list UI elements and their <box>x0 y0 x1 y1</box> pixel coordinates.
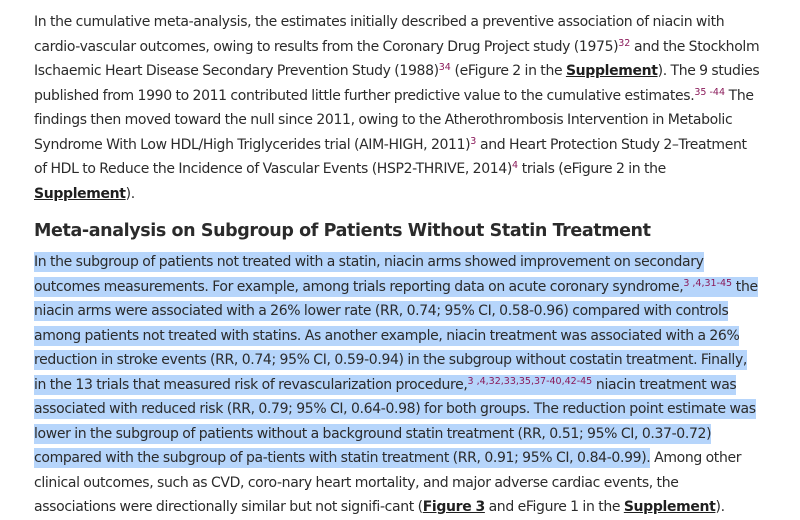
paragraph-text: In the cumulative meta-analysis, the estimates initially described a preventive association of niacin with cardio-vascular outcomes, owing to results from the Coronary Drug Project study (1975) <box>34 14 725 55</box>
figure-3-link[interactable]: Figure 3 <box>422 499 485 515</box>
subgroup-paragraph <box>34 250 762 520</box>
paragraph-text: ). <box>125 185 135 202</box>
paragraph-text: and Heart Protection Study 2–Treatment of HDL to Reduce the Incidence of Vascular Events (HSP2-THRIVE, 2014) <box>34 136 747 177</box>
paragraph-text: and eFigure 1 in the <box>484 499 624 515</box>
paragraph-text: In the subgroup of patients not treated with a statin, niacin arms showed improvement on secondary outcomes measurements. For example, among trials reporting data on acute coronary syndrome, <box>34 254 704 295</box>
citation-ref[interactable]: 3 ,4,31-45 <box>683 277 733 289</box>
paragraph-text: Among other clinical outcomes, such as CVD, coro-nary heart mortality, and major adverse cardiac events, the associations were directionally similar but not signifi-cant ( <box>34 450 742 515</box>
cumulative-meta-analysis-paragraph <box>34 10 762 206</box>
supplement-link[interactable]: Supplement <box>565 63 658 79</box>
citation-ref[interactable]: 3 <box>470 135 477 147</box>
paragraph-text: (eFigure 2 in the <box>450 63 566 79</box>
supplement-link[interactable]: Supplement <box>623 499 716 515</box>
citation-ref[interactable]: 4 <box>511 160 519 171</box>
citation-ref[interactable]: 35 -44 <box>694 86 725 98</box>
paragraph-text: the niacin arms were associated with a 26% lower rate (RR, 0.74; 95% CI, 0.58-0.96) compared with controls among patients not treated with statins. As another example, niacin treatment was associated with a 26% reduction in stroke events (RR, 0.74; 95% CI, 0.59-0.94) in the subgroup without costatin treatment. Finally, in the 13 trials that measured risk of revascularization procedure, <box>34 278 758 393</box>
section-heading: Meta-analysis on Subgroup of Patients Without Statin Treatment <box>34 221 651 241</box>
paragraph-text: niacin treatment was associated with reduced risk (RR, 0.79; 95% CI, 0.64-0.98) for both groups. The reduction point estimate was lower in the subgroup of patients without a background statin treatment (RR, 0.51; 95% CI, 0.37-0.72) compared with the subgroup of pa-tients with statin treatment (RR, 0.91; 95% CI, 0.84-0.99). <box>34 376 756 466</box>
citation-ref[interactable]: 3 ,4,32,33,35,37-40,42-45 <box>467 375 593 387</box>
supplement-link[interactable]: Supplement <box>34 185 126 202</box>
paragraph-text: and the Stockholm Ischaemic Heart Disease Secondary Prevention Study (1988) <box>34 38 760 79</box>
citation-ref[interactable]: 34 <box>438 62 451 73</box>
paragraph-text: ). <box>715 499 725 515</box>
paragraph-text: The findings then moved toward the null since 2011, owing to the Atherothrombosis Intervention in Metabolic Syndrome With Low HDL/High Triglycerides trial (AIM-HIGH, 2011) <box>34 87 754 153</box>
citation-ref[interactable]: 32 <box>618 37 631 49</box>
paragraph-text: ). The 9 studies published from 1990 to 2011 contributed little further predictive value to the cumulative estimates. <box>34 63 760 104</box>
paragraph-text: trials (eFigure 2 in the <box>518 161 666 177</box>
selected-text[interactable] <box>34 252 758 468</box>
